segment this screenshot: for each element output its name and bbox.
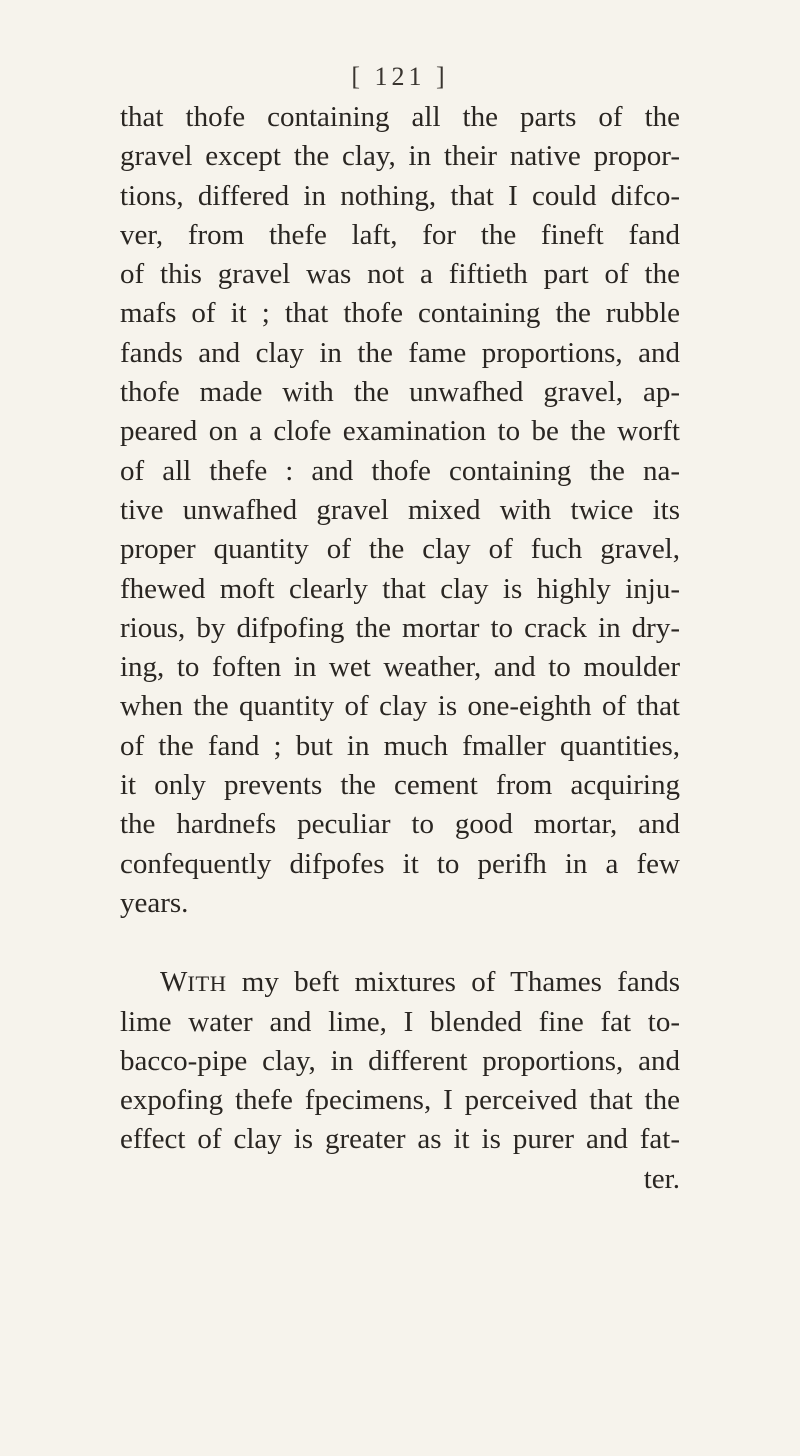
initial-letter: W (160, 966, 188, 999)
text-line: confequently difpofes it to perifh in a few (120, 847, 680, 880)
text-line: effect of clay is greater as it is purer and fat- (120, 1123, 680, 1156)
text-line: ing, to foften in wet weather, and to moulder (120, 651, 680, 684)
text-line: ver, from thefe laft, for the fineft fand (120, 218, 680, 251)
text-line: it only prevents the cement from acquiring (120, 769, 680, 802)
text-line: thofe made with the unwafhed gravel, ap- (120, 376, 680, 409)
text-line: bacco-pipe clay, in different proportions, and (120, 1044, 680, 1077)
opening-line-text: my beft mixtures of Thames fands (226, 966, 680, 999)
text-line: proper quantity of the clay of fuch gravel, (120, 533, 680, 566)
text-line: rious, by difpofing the mortar to crack in dry- (120, 611, 680, 644)
text-line: of the fand ; but in much fmaller quantities, (120, 729, 680, 762)
paragraph-opening-line (120, 963, 680, 1002)
text-line: lime water and lime, I blended fine fat to- (120, 1005, 680, 1038)
text-line-final: ter. (643, 1162, 680, 1195)
text-line: fhewed moft clearly that clay is highly inju- (120, 572, 680, 605)
small-caps-word: ITH (187, 971, 227, 997)
text-line: of all thefe : and thofe containing the na- (120, 454, 680, 487)
text-line: when the quantity of clay is one-eighth of that (120, 690, 680, 723)
text-line: years. (120, 886, 189, 919)
page-number: [ 121 ] (351, 62, 449, 91)
paragraph-gap (120, 923, 680, 963)
text-line: tive unwafhed gravel mixed with twice its (120, 493, 680, 526)
text-line: the hardnefs peculiar to good mortar, and (120, 808, 680, 841)
text-line: fands and clay in the fame proportions, and (120, 336, 680, 369)
body-text (120, 98, 680, 1199)
text-line: peared on a clofe examination to be the worft (120, 415, 680, 448)
text-line: tions, differed in nothing, that I could difco- (120, 179, 680, 212)
text-line: of this gravel was not a fiftieth part of the (120, 258, 680, 291)
text-line: expofing thefe fpecimens, I perceived that the (120, 1084, 680, 1117)
text-line: that thofe containing all the parts of the (120, 101, 680, 133)
text-line: mafs of it ; that thofe containing the rubble (120, 297, 680, 330)
text-line: gravel except the clay, in their native propor- (120, 140, 680, 173)
